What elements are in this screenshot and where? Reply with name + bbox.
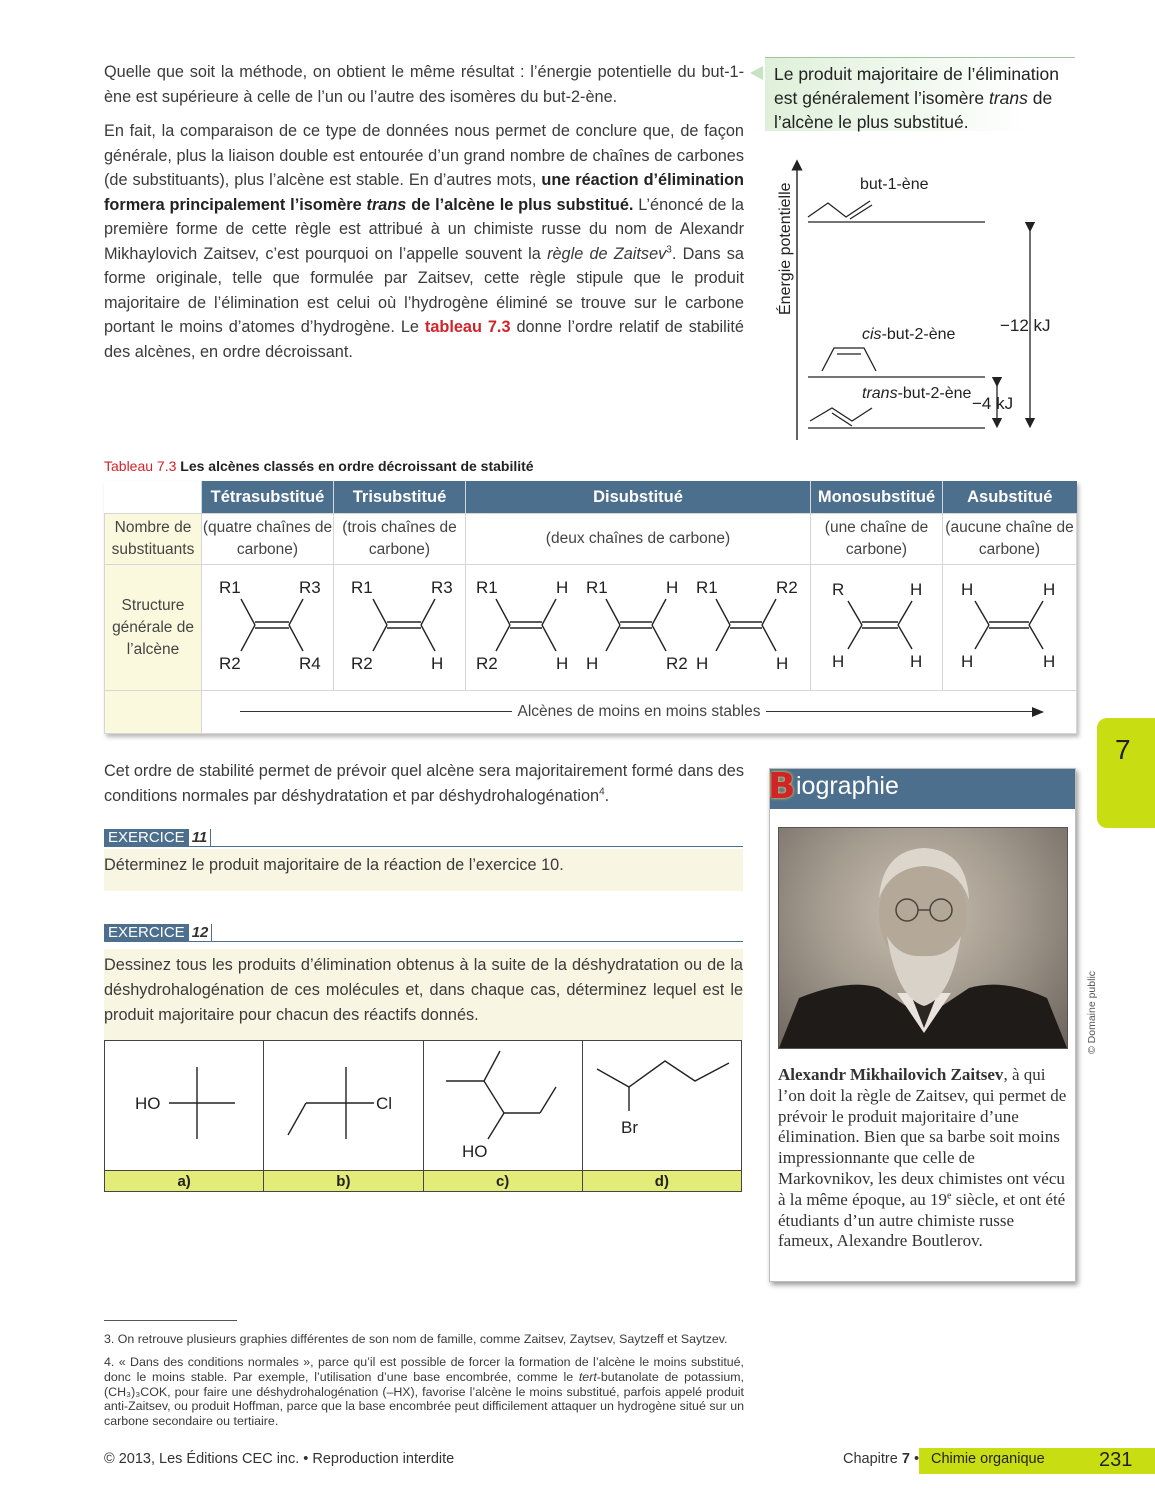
molecule-d-svg — [583, 1041, 741, 1165]
bond — [606, 599, 620, 625]
bond — [975, 601, 989, 625]
exercise-tag: EXERCICE — [104, 924, 189, 941]
bond — [241, 625, 255, 651]
substituent: R1 — [476, 578, 498, 597]
note-pointer — [750, 66, 763, 80]
row-label-substituants: Nombre de substituants — [105, 514, 202, 565]
photo-credit — [1080, 960, 1100, 1054]
header-di: Disubstitué — [466, 481, 811, 514]
text: Les alcènes classés en ordre décroissant de stabilité — [176, 458, 534, 474]
exercise-number: 11 — [189, 829, 212, 846]
bond — [540, 1087, 556, 1113]
substituent: R — [831, 580, 844, 599]
substituent: R4 — [298, 654, 321, 673]
cell-tri-structure — [334, 565, 466, 691]
substituent: R2 — [218, 654, 241, 673]
bond — [975, 625, 989, 649]
chapter-tab[interactable] — [1097, 718, 1155, 828]
molecule-c-svg — [424, 1041, 582, 1165]
label-b: b) — [264, 1171, 423, 1192]
functional-group: Cl — [376, 1094, 393, 1113]
cell-tetra-structure — [202, 565, 334, 691]
header-mono: Monosubstitué — [811, 481, 943, 514]
substituent: H — [696, 654, 709, 673]
text: , à qui l’on doit la règle de Zaitsev, qui permet de prévoir le produit majoritaire d’une élimination. Bien que sa barbe soit moins impressionnante que celle de Markovnikov, les deux chimistes ont vécu à la même époque, au 19 — [778, 1065, 1067, 1209]
table-caption — [104, 458, 534, 474]
stability-table — [104, 481, 1077, 734]
substituent: R2 — [776, 578, 798, 597]
biography-initial: B — [768, 766, 796, 807]
substituent: H — [960, 652, 973, 671]
header-tetra: Tétrasubstitué — [202, 481, 334, 514]
bond — [289, 599, 303, 625]
molecules-table — [104, 1040, 742, 1192]
bond — [484, 1081, 504, 1113]
substituent: H — [430, 654, 443, 673]
paragraph-1: Quelle que soit la méthode, on obtient le même résultat : l’énergie potentielle du but-1-ène est supérieure à celle de l’un ou l’autre des isomères du but-2-ène. — [104, 63, 744, 106]
zaitsev-portrait — [778, 827, 1068, 1049]
exercise-number: 12 — [189, 924, 213, 941]
text: de l’alcène le plus substitué. — [406, 195, 634, 214]
text: donne l’ordre relatif de stabilité des alcènes, en ordre décroissant. — [104, 318, 744, 361]
text: En fait, la comparaison de ce type de données nous permet de conclure que, de façon générale, plus la liaison double est entourée d’un grand nombre de chaînes de carbones (de substituants), plus l’alcène est stable. En d’autres mots, — [104, 122, 744, 189]
text: . Dans sa forme originale, telle que formulée par Zaitsev, cette règle stipule que le produit majoritaire de l’élimination est celui où l’hydrogène éliminé se trouve sur le carbone portant le moins d’atomes d’hydrogène. Le — [104, 244, 744, 336]
molecule-b — [264, 1041, 423, 1171]
text: . — [604, 786, 610, 805]
bond — [652, 625, 666, 651]
row-label-structure: Structure générale de l’alcène — [105, 565, 202, 691]
header-asub: Asubstitué — [943, 481, 1077, 514]
di-alkenes-svg — [468, 565, 808, 685]
empty-header — [105, 481, 202, 514]
footnote-4 — [104, 1355, 744, 1429]
carbon-chain — [597, 1061, 729, 1087]
margin-note — [765, 57, 1075, 131]
energy-diagram — [770, 155, 1070, 445]
cell-di-count: (deux chaînes de carbone) — [466, 514, 811, 565]
molecule-a-svg — [105, 1041, 263, 1165]
text: -but-2-ène — [897, 385, 972, 402]
table-reference-link[interactable]: tableau 7.3 — [424, 318, 511, 336]
exercise-12-box — [104, 949, 743, 1040]
molecule-d — [582, 1041, 741, 1171]
paragraph-3 — [104, 759, 744, 808]
substituent: H — [960, 580, 973, 599]
but-1-ene-label: but-1-ène — [860, 176, 929, 193]
footnote-ref[interactable]: 3 — [666, 244, 672, 256]
exercise-11-label — [104, 829, 743, 847]
biography-box — [769, 768, 1076, 1282]
exercise-11-box — [104, 849, 743, 891]
copyright: © 2013, Les Éditions CEC inc. • Reproduction interdite — [104, 1451, 455, 1467]
bond — [1029, 625, 1043, 649]
trend-arrow-head — [1032, 707, 1044, 717]
substituent: H — [1042, 580, 1055, 599]
exercise-text: Déterminez le produit majoritaire de la réaction de l’exercice 10. — [104, 856, 564, 874]
delta-4-label: −4 kJ — [972, 394, 1014, 413]
text: -butanolate de potassium, (CH₃)₃COK, pour faire une déshydrohalogénation (–HX), favorise l’alcène le moins substitué, parfois appelé produit anti-Zaitsev, ou produit Hoffman, parce que la base encombrée peut difficilement attaquer un hydrogène situé sur un carbone secondaire ou tertiaire. — [104, 1369, 744, 1429]
bond — [652, 599, 666, 625]
footnote-ref[interactable]: 4 — [599, 786, 605, 798]
di-alkene-2 — [586, 578, 688, 673]
substituent: R1 — [696, 578, 718, 597]
footer-band — [919, 1448, 1155, 1474]
text: règle de Zaitsev — [547, 244, 667, 263]
text: tert — [578, 1369, 597, 1384]
di-alkene-1 — [476, 578, 568, 673]
substituent: H — [831, 652, 844, 671]
bond — [484, 1051, 500, 1081]
di-alkene-3 — [696, 578, 798, 673]
functional-group: Br — [620, 1118, 638, 1137]
label-c: c) — [423, 1171, 582, 1192]
substituent: H — [556, 654, 569, 673]
substituent: R2 — [350, 654, 373, 673]
bond — [898, 625, 912, 649]
cell-asub-count: (aucune chaîne de carbone) — [943, 514, 1077, 565]
substituent: H — [666, 578, 679, 597]
body-text — [104, 60, 744, 374]
y-axis-label: Énergie potentielle — [777, 182, 794, 315]
paragraph-2 — [104, 119, 744, 364]
trans-label — [862, 385, 972, 402]
bond — [848, 625, 862, 649]
bond — [716, 625, 730, 651]
substituent: H — [1042, 652, 1055, 671]
bond — [373, 599, 387, 625]
substituent: R2 — [666, 654, 688, 673]
substituent: R1 — [350, 578, 373, 597]
biography-title: iographie — [796, 772, 899, 800]
text: une réaction d’élimination formera principalement l’isomère — [104, 171, 744, 214]
bond — [496, 599, 510, 625]
cell-tetra-count: (quatre chaînes de carbone) — [202, 514, 334, 565]
cell-mono-count: (une chaîne de carbone) — [811, 514, 943, 565]
header-tri: Trisubstitué — [334, 481, 466, 514]
molecule-c — [423, 1041, 582, 1171]
footnote-separator — [104, 1320, 237, 1321]
bond — [373, 625, 387, 651]
text: -but-2-ène — [881, 326, 956, 343]
label-a: a) — [105, 1171, 264, 1192]
bond — [421, 625, 435, 651]
functional-group: HO — [135, 1094, 161, 1113]
substituent: R1 — [586, 578, 608, 597]
text: trans — [862, 385, 898, 402]
cis-structure — [822, 348, 876, 371]
bond — [1029, 601, 1043, 625]
chapter-indicator — [843, 1451, 919, 1467]
bond — [488, 1113, 504, 1139]
superscript: e — [947, 1190, 952, 1202]
bond — [848, 601, 862, 625]
but-1-ene-structure — [808, 201, 870, 217]
biography-header — [768, 766, 1075, 809]
bond — [762, 625, 776, 651]
delta-12-label: −12 kJ — [1000, 316, 1051, 335]
chapter-number: 7 — [901, 1451, 910, 1467]
tri-alkene-svg — [335, 565, 465, 685]
bond — [716, 599, 730, 625]
footnote-3: 3. On retrouve plusieurs graphies différentes de son nom de famille, comme Zaitsev, Zaytsev, Saytzeff et Saytzev. — [104, 1332, 728, 1346]
bond — [496, 625, 510, 651]
text: L’énoncé de la première forme de cette règle est attribué à un chimiste russe du nom de Alexandr Mikhaylovich Zaitsev, c’est pourquoi on l’appelle souvent la — [104, 195, 744, 263]
cell-di-structures — [466, 565, 811, 691]
molecule-a — [105, 1041, 264, 1171]
cis-label — [862, 326, 955, 343]
substituent: H — [776, 654, 789, 673]
bond — [421, 599, 435, 625]
substituent: H — [556, 578, 569, 597]
person-name: Alexandr Mikhailovich Zaitsev — [778, 1065, 1004, 1084]
bond — [241, 599, 255, 625]
text: Le produit majoritaire de l’élimination est généralement l’isomère — [774, 64, 1060, 108]
substituent: H — [909, 580, 922, 599]
bond — [288, 1103, 306, 1135]
bond — [762, 599, 776, 625]
credit-text: © Domaine public — [1086, 970, 1098, 1054]
asub-alkene-svg — [945, 565, 1075, 685]
cell-tri-count: (trois chaînes de carbone) — [334, 514, 466, 565]
tetra-alkene-svg — [203, 565, 333, 685]
text: cis — [862, 326, 882, 343]
bond — [606, 625, 620, 651]
exercise-12-label — [104, 924, 743, 942]
page-number: 231 — [1099, 1449, 1133, 1471]
substituent: R1 — [218, 578, 241, 597]
stability-trend — [202, 691, 1077, 734]
text: de l’alcène le plus substitué. — [774, 88, 1053, 132]
bond — [542, 625, 556, 651]
table-number: Tableau 7.3 — [104, 458, 177, 474]
substituent: H — [909, 652, 922, 671]
substituent: R3 — [430, 578, 453, 597]
portrait-illustration — [779, 828, 1067, 1048]
molecule-b-svg — [264, 1041, 422, 1165]
text: siècle, et ont été étudiants d’un autre chimiste russe fameux, Alexandre Boutlerov. — [778, 1189, 1066, 1251]
mono-alkene-svg — [812, 565, 942, 685]
text: Chapitre — [843, 1451, 902, 1467]
text: • — [909, 1451, 920, 1467]
text: 4. « Dans des conditions normales », parce qu’il est possible de forcer la formation de l’alcène le moins substitué, donc le moins stable. Par exemple, l’utilisation d’une base encombrée, comme le — [104, 1355, 744, 1384]
exercise-text: Dessinez tous les produits d’élimination obtenus à la suite de la déshydratation ou de la déshydrohalogénation de ces molécules et, dans chaque cas, déterminez lequel est le produit majoritaire pour chacun des réactifs donnés. — [104, 956, 743, 1024]
cell-asub-structure — [943, 565, 1077, 691]
trend-label: Alcènes de moins en moins stables — [512, 703, 767, 720]
substituent: H — [586, 654, 599, 673]
cell-mono-structure — [811, 565, 943, 691]
text: trans — [988, 88, 1028, 108]
label-d: d) — [582, 1171, 741, 1192]
bond — [898, 601, 912, 625]
biography-text — [778, 1065, 1070, 1252]
section-name: Chimie organique — [931, 1451, 1045, 1467]
bond — [542, 599, 556, 625]
substituent: R3 — [298, 578, 321, 597]
substituent: R2 — [476, 654, 498, 673]
text: trans — [366, 195, 407, 214]
empty-row-label — [105, 691, 202, 734]
text: Cet ordre de stabilité permet de prévoir quel alcène sera majoritairement formé dans des conditions normales par déshydratation et par déshydrohalogénation — [104, 762, 744, 805]
exercise-tag: EXERCICE — [104, 829, 189, 846]
chapter-tab-number: 7 — [1115, 734, 1131, 765]
functional-group: HO — [461, 1142, 487, 1161]
bond — [289, 625, 303, 651]
